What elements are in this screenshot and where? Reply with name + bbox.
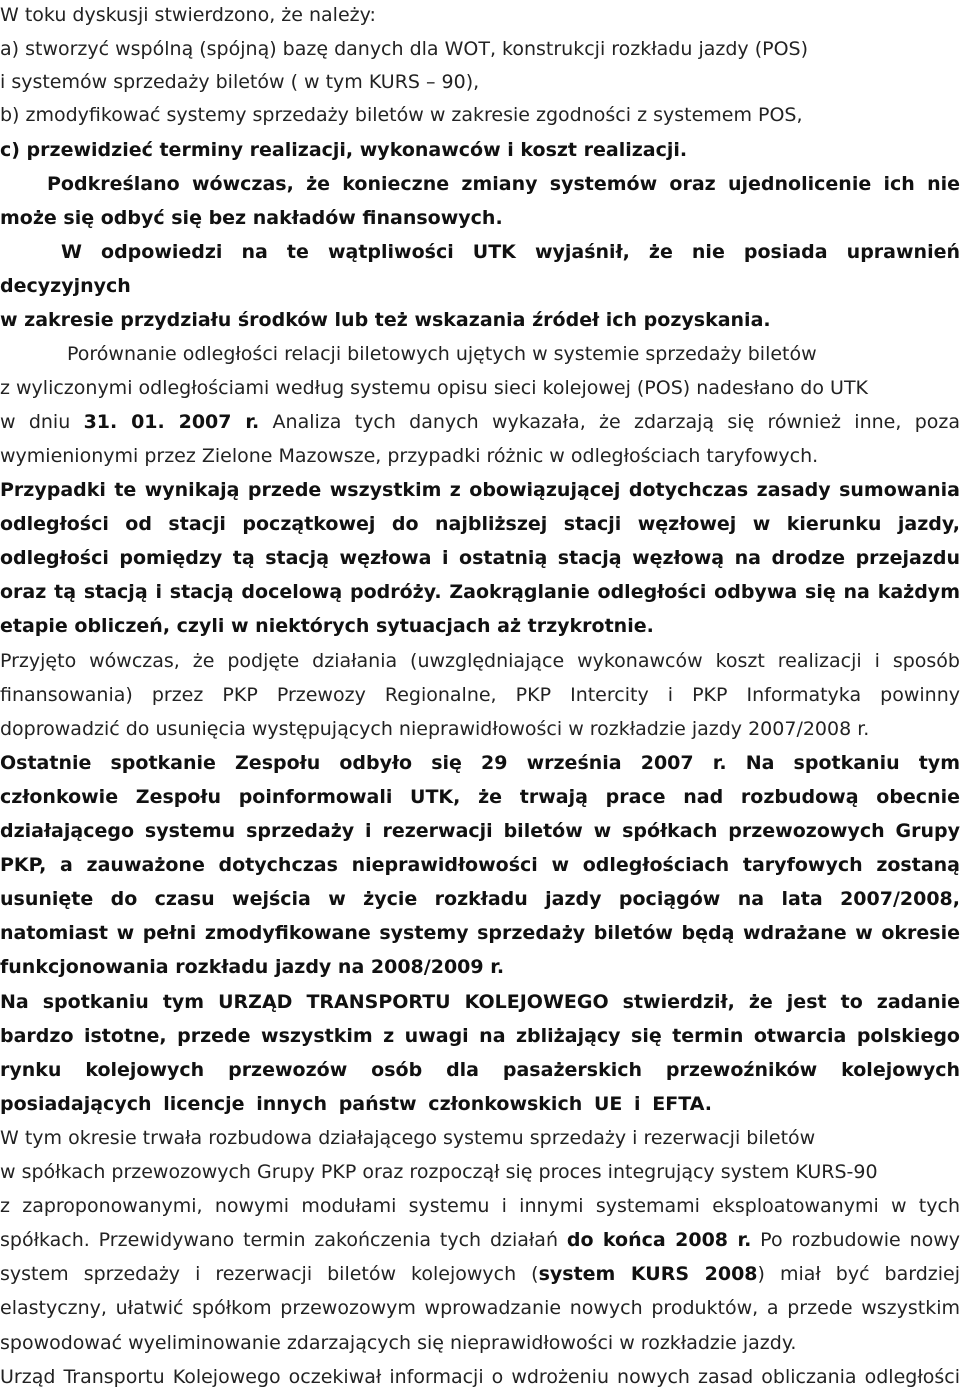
text-line: posiadających licencje innych państw członkowskich UE i EFTA. <box>0 1093 712 1115</box>
text-line: w spółkach przewozowych Grupy PKP oraz rozpoczął się proces integrujący system KURS-90 <box>0 1161 878 1183</box>
text-line: rynku kolejowych przewozów osób dla pasażerskich przewoźników kolejowych <box>0 1059 960 1081</box>
text-line: W toku dyskusji stwierdzono, że należy: <box>0 4 376 26</box>
text-line: członkowie Zespołu poinformowali UTK, że trwają prace nad rozbudową obecnie <box>0 786 960 808</box>
text-line: Porównanie odległości relacji biletowych ujętych w systemie sprzedaży biletów <box>67 343 817 365</box>
text-line: natomiast w pełni zmodyfikowane systemy sprzedaży biletów będą wdrażane w okresie <box>0 922 960 944</box>
text-line: odległości pomiędzy tą stacją węzłowa i ostatnią stacją węzłową na drodze przejazdu <box>0 547 960 569</box>
text-line: i systemów sprzedaży biletów ( w tym KURS – 90), <box>0 71 480 93</box>
text-line: wymienionymi przez Zielone Mazowsze, przypadki różnic w odległościach taryfowych. <box>0 445 819 467</box>
text-line: Przyjęto wówczas, że podjęte działania (uwzględniające wykonawców koszt realizacji i sposób <box>0 650 960 672</box>
text-line: Przypadki te wynikają przede wszystkim z obowiązującej dotychczas zasady sumowania <box>0 479 960 501</box>
text-line: W tym okresie trwała rozbudowa działającego systemu sprzedaży i rezerwacji biletów <box>0 1127 816 1149</box>
text-line: spowodować wyeliminowanie zdarzających się nieprawidłowości w rozkładzie jazdy. <box>0 1332 797 1354</box>
text-line: z zaproponowanymi, nowymi modułami systemu i innymi systemami eksploatowanymi w tych <box>0 1195 960 1217</box>
text-line: Ostatnie spotkanie Zespołu odbyło się 29 września 2007 r. Na spotkaniu tym <box>0 752 960 774</box>
text-line: funkcjonowania rozkładu jazdy na 2008/2009 r. <box>0 956 505 978</box>
text-line: Urząd Transportu Kolejowego oczekiwał informacji o wdrożeniu nowych zasad obliczania odległości <box>0 1366 960 1388</box>
text-line: w dniu 31. 01. 2007 r. Analiza tych danych wykazała, że zdarzają się również inne, poza <box>0 411 960 433</box>
text-line: Na spotkaniu tym URZĄD TRANSPORTU KOLEJOWEGO stwierdził, że jest to zadanie <box>0 991 960 1013</box>
text-line: Podkreślano wówczas, że konieczne zmiany systemów oraz ujednolicenie ich nie <box>47 173 960 195</box>
text-line: bardzo istotne, przede wszystkim z uwagi na zbliżający się termin otwarcia polskiego <box>0 1025 960 1047</box>
text-line: b) zmodyfikować systemy sprzedaży biletów w zakresie zgodności z systemem POS, <box>0 104 803 126</box>
text-line: system sprzedaży i rezerwacji biletów kolejowych (system KURS 2008) miał być bardziej <box>0 1263 960 1285</box>
text-line: w zakresie przydziału środków lub też wskazania źródeł ich pozyskania. <box>0 309 771 331</box>
text-line: elastyczny, ułatwić spółkom przewozowym wprowadzanie nowych produktów, a przede wszystkim <box>0 1297 960 1319</box>
text-line: doprowadzić do usunięcia występujących nieprawidłowości w rozkładzie jazdy 2007/2008 r. <box>0 718 870 740</box>
text-line: działającego systemu sprzedaży i rezerwacji biletów w spółkach przewozowych Grupy <box>0 820 960 842</box>
text-line: spółkach. Przewidywano termin zakończenia tych działań do końca 2008 r. Po rozbudowie nowy <box>0 1229 960 1251</box>
text-line: finansowania) przez PKP Przewozy Regionalne, PKP Intercity i PKP Informatyka powinny <box>0 684 960 706</box>
text-line: W odpowiedzi na te wątpliwości UTK wyjaśnił, że nie posiada uprawnień <box>61 241 960 263</box>
text-line: może się odbyć się bez nakładów finansowych. <box>0 207 503 229</box>
text-line: c) przewidzieć terminy realizacji, wykonawców i koszt realizacji. <box>0 139 688 161</box>
text-line: usunięte do czasu wejścia w życie rozkładu jazdy pociągów na lata 2007/2008, <box>0 888 960 910</box>
text-line: decyzyjnych <box>0 275 131 297</box>
text-line: odległości od stacji początkowej do najbliższej stacji węzłowej w kierunku jazdy, <box>0 513 960 535</box>
text-line: z wyliczonymi odległościami według systemu opisu sieci kolejowej (POS) nadesłano do UTK <box>0 377 869 399</box>
text-line: etapie obliczeń, czyli w niektórych sytuacjach aż trzykrotnie. <box>0 615 654 637</box>
text-line: PKP, a zauważone dotychczas nieprawidłowości w odległościach taryfowych zostaną <box>0 854 960 876</box>
text-line: a) stworzyć wspólną (spójną) bazę danych dla WOT, konstrukcji rozkładu jazdy (POS) <box>0 38 808 60</box>
text-line: oraz tą stacją i stacją docelową podróży. Zaokrąglanie odległości odbywa się na każdym <box>0 581 960 603</box>
